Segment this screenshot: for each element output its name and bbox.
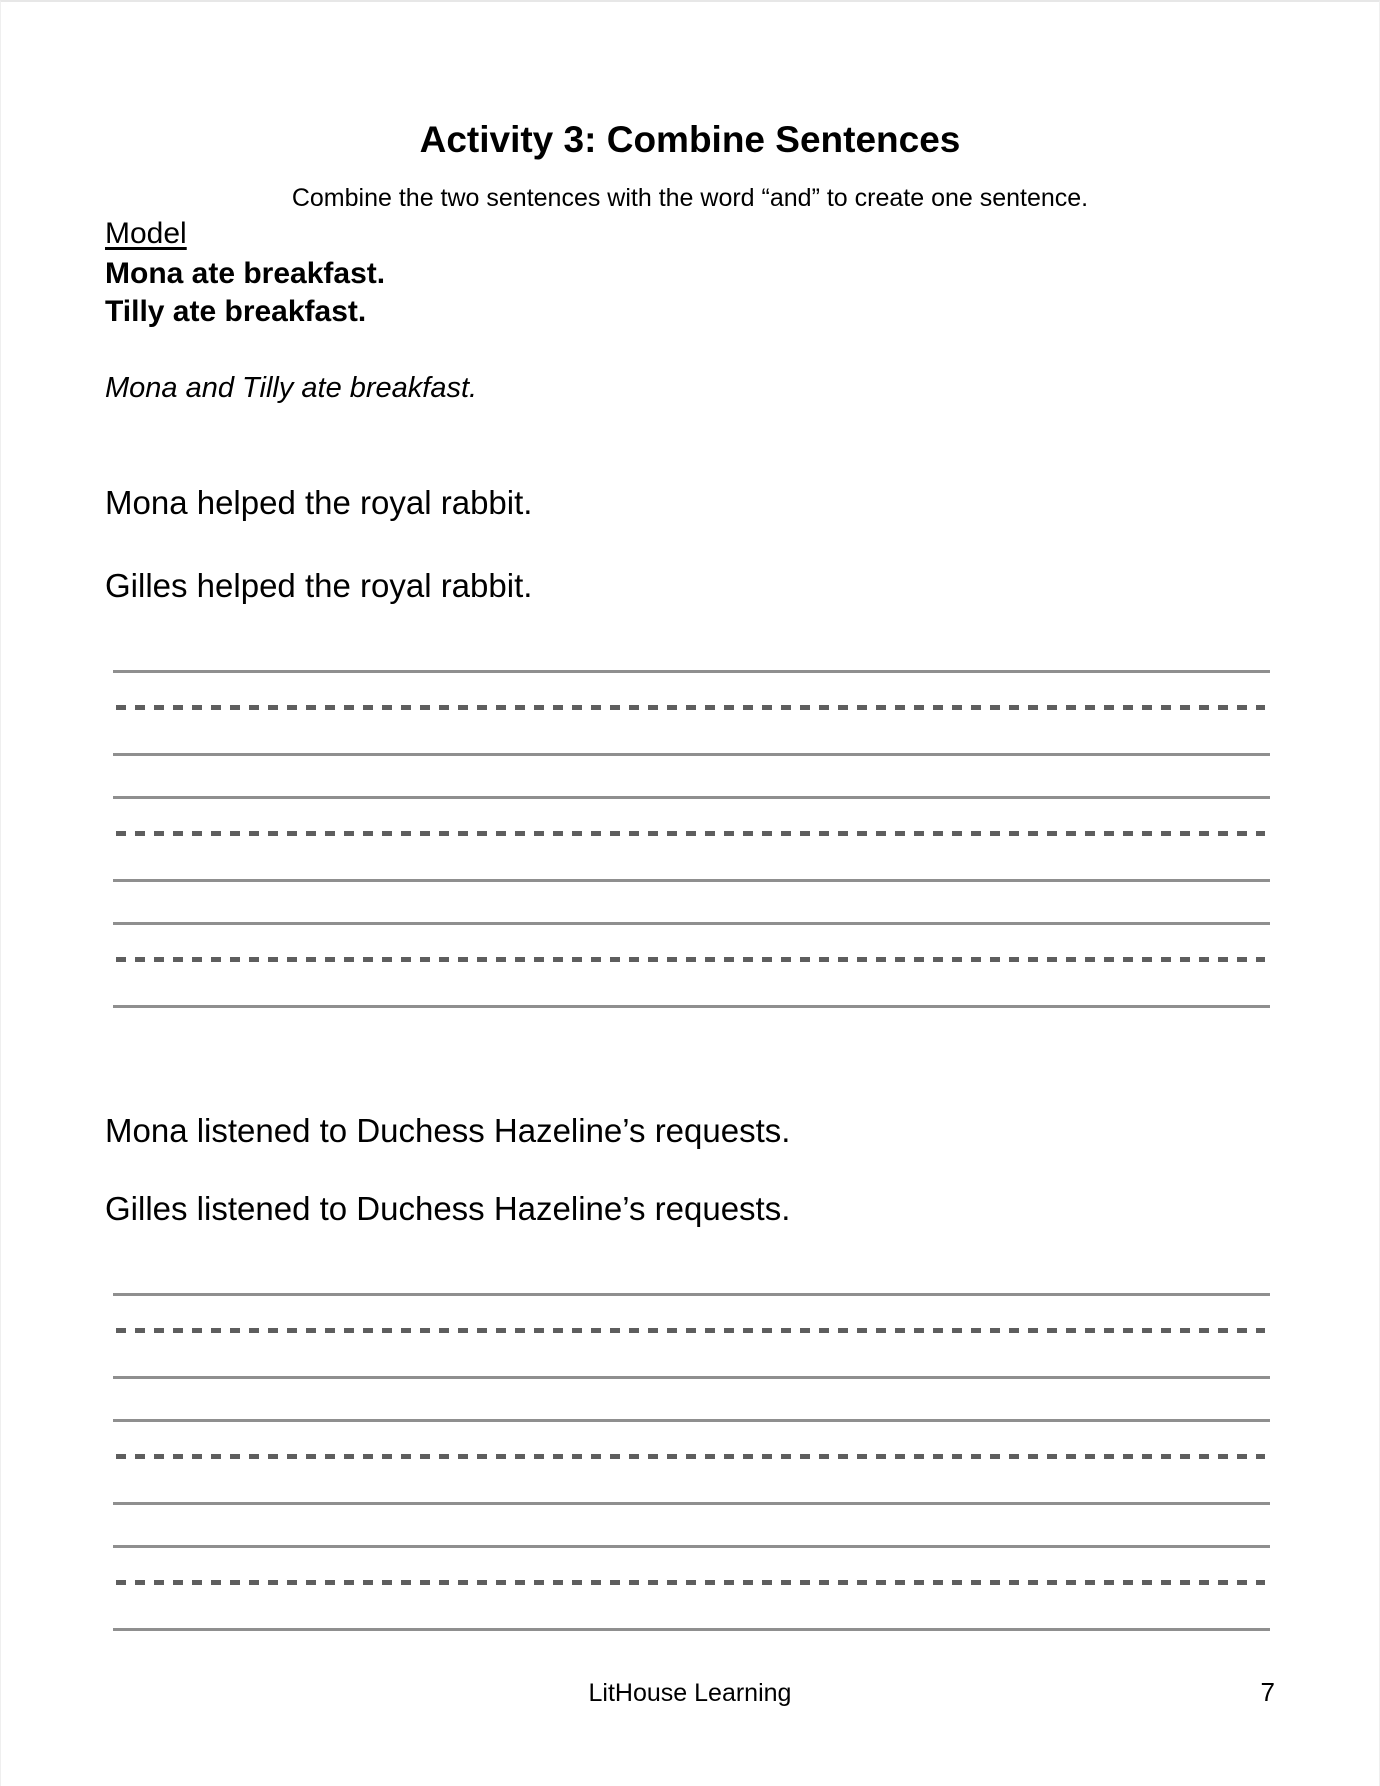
writing-line-solid (113, 1376, 1270, 1379)
writing-line-solid (113, 1502, 1270, 1505)
writing-line-dashed (116, 957, 1265, 962)
exercise2-sentence-2: Gilles listened to Duchess Hazeline’s requests. (105, 1190, 791, 1227)
writing-line-dashed (116, 831, 1265, 836)
writing-line-dashed (116, 1454, 1265, 1459)
model-combined-sentence: Mona and Tilly ate breakfast. (105, 372, 478, 404)
writing-line-solid (113, 1005, 1270, 1008)
exercise1-writing-lines (113, 670, 1270, 1008)
exercise1-sentence-1: Mona helped the royal rabbit. (105, 484, 533, 521)
exercise2-writing-lines (113, 1293, 1270, 1631)
writing-line-solid (113, 1545, 1270, 1548)
handwriting-row (113, 796, 1270, 882)
handwriting-row (113, 670, 1270, 756)
writing-line-solid (113, 922, 1270, 925)
handwriting-row (113, 1419, 1270, 1505)
footer-page-number: 7 (1260, 1677, 1275, 1707)
handwriting-row (113, 1545, 1270, 1631)
footer-brand: LitHouse Learning (588, 1679, 792, 1707)
writing-line-dashed (116, 1328, 1265, 1333)
model-label: Model (105, 217, 187, 250)
page-title: Activity 3: Combine Sentences (419, 119, 961, 160)
writing-line-solid (113, 1293, 1270, 1296)
exercise1-sentence-2: Gilles helped the royal rabbit. (105, 567, 533, 604)
model-sentence-2: Tilly ate breakfast. (105, 295, 367, 328)
instruction-text: Combine the two sentences with the word “and” to create one sentence. (291, 184, 1089, 212)
writing-line-solid (113, 670, 1270, 673)
writing-line-solid (113, 796, 1270, 799)
exercise2-sentence-1: Mona listened to Duchess Hazeline’s requests. (105, 1112, 791, 1149)
model-sentence-1: Mona ate breakfast. (105, 257, 386, 290)
writing-line-dashed (116, 1580, 1265, 1585)
writing-line-dashed (116, 705, 1265, 710)
writing-line-solid (113, 1628, 1270, 1631)
handwriting-row (113, 1293, 1270, 1379)
writing-line-solid (113, 879, 1270, 882)
handwriting-row (113, 922, 1270, 1008)
writing-line-solid (113, 753, 1270, 756)
writing-line-solid (113, 1419, 1270, 1422)
